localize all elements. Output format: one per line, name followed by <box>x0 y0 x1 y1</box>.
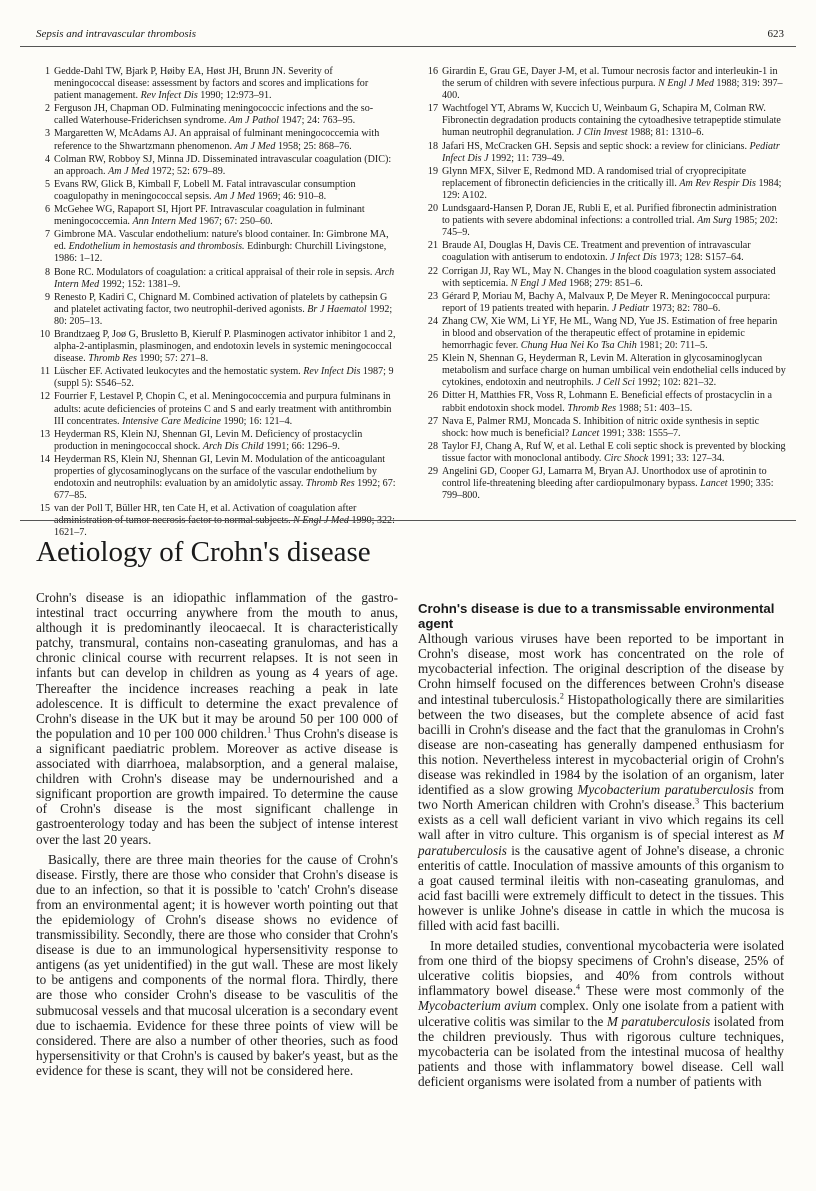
reference-item: 6 McGehee WG, Rapaport SI, Hjort PF. Intravascular coagulation in fulminant meningococcemia. Ann Intern Med 1967; 67: 250–60. <box>44 204 365 228</box>
references-left-column <box>36 66 396 541</box>
reference-item: 24 Zhang CW, Xie WM, Li YF, He ML, Wang ND, Yue JS. Estimation of free heparin in blood and observation of the therapeutic effect of protamine in epidemic hemorrhagic fever. Chung Hua Nei Ko Tsa Chih 1981; 20: 711–5. <box>427 315 778 352</box>
paragraph-theories: Basically, there are three main theories for the cause of Crohn's disease. Firstly, there are those who consider that Crohn's disease is due to an infection, so that it is possible to 'catch' Crohn's disease from an environmental agent; it is however worth pointing out that the epidemiology of Crohn's disease shows no evidence of transmissibility. Secondly, there are those who consider that Crohn's disease is due to an immunological hypersensitivity response to antigens (as yet unidentified) in the gut wall. These are most likely to be antigens and components of the normal flora. Thirdly, there are those who consider Crohn's disease to be vasculitis of the submucosal vessels and that mucosal ulceration is a secondary event due to ischaemia. Evidence for these three points of view will be considered. There are also a number of other theories, such as food hypersensitivity or that Crohn's is caused by baker's yeast, but as the evidence for these is scant, they will not be considered here. <box>36 851 398 1078</box>
reference-item: 15 van der Poll T, Büller HR, ten Cate H, et al. Activation of coagulation after administration of tumor necrosis factor to normal subjects. N Engl J Med 1990; 322: 1621–7. <box>39 503 395 539</box>
paragraph-mycobacteria: Although various viruses have been reported to be important in Crohn's disease, most work has concentrated on the role of mycobacterial infection. The original description of the disease by Crohn himself focused on the differences between Crohn's disease and intestinal tuberculosis.$^2$ Histopathologically there are similarities between the two diseases, but the complete absence of acid fast bacilli in Crohn's disease and the fact that the granulomas in Crohn's disease are non-caseating has generally dampened enthusiasm for this notion. Nevertheless interest in mycobacterial origin of Crohn's disease was rekindled in 1984 by the isolation of an organism, later identified as a slow growing Mycobacterium paratuberculosis from two North American children with Crohn's disease.$^3$ This bacterium exists as a cell wall deficient variant in vivo which regains its cell wall after in vitro culture. This organism is of special interest as M paratuberculosis is the causative agent of Johne's disease, a chronic enteritis of cattle. Inoculation of massive amounts of this organism to a goat caused terminal ileitis with non-caseating granulomas, and acid fast bacilli were extremely difficult to detect in the tissues. This however is unlike Johne's disease in cattle in which the mucosa is filled with acid fast bacilli. <box>418 631 784 933</box>
paragraph-intro: Crohn's disease is an idiopathic inflammation of the gastro-intestinal tract occurring anywhere from the mouth to anus, although it is predominantly ileocaecal. It is characteristically patchy, transmural, contains non-caseating granulomas, and has a chronic clinical course with recurrent relapses. It is not seen in infants but can develop in children as young as 4 years of age. Thereafter the incidence increases reaching a peak in late adolescence. It is difficult to determine the exact prevalence of Crohn's disease in the UK but it may be around 50 per 100 000 of the population and 10 per 100 000 children.$^1$ Thus Crohn's disease is a significant paediatric problem. Moreover as active disease is associated with diarrhoea, malabsorption, and a general malaise, children with Crohn's disease may be undernourished and a significant proportion are growth impaired. To determine the cause of Crohn's disease is the most significant challenge in gastroenterology today and has been the subject of intense interest over the last 20 years. <box>36 590 398 847</box>
reference-item: 19 Glynn MFX, Silver E, Redmond MD. A randomised trial of cryoprecipitate replacement of fibronectin deficiencies in the critically ill. Am Rev Respir Dis 1984; 129: A102. <box>427 165 782 201</box>
running-head <box>36 28 784 44</box>
reference-item: 10 Brandtzaeg P, Joø G, Brusletto B, Kierulf P. Plasminogen activator inhibitor 1 and 2, alpha-2-antiplasmin, plasminogen, and endotoxin levels in systemic meningococcal disease. Thromb Res 1990; 57: 271–8. <box>39 328 396 365</box>
reference-item: 25 Klein N, Shennan G, Heyderman R, Levin M. Alteration in glycosaminoglycan metabolism and surface charge on human umbilical vein endothelial cells induced by cytokines, endotoxin and neutrophils. J Cell Sci 1992; 102: 821–32. <box>427 353 786 389</box>
body-right-column <box>418 601 784 1094</box>
reference-item: 27 Nava E, Palmer RMJ, Moncada S. Inhibition of nitric oxide synthesis in septic shock: how much is beneficial? Lancet 1991; 338: 1555–7. <box>427 415 760 439</box>
page-number: 623 <box>767 28 784 40</box>
reference-item: 8 Bone RC. Modulators of coagulation: a critical appraisal of their role in sepsis. Arch Intern Med 1992; 152: 1381–9. <box>44 266 395 290</box>
reference-item: 21 Braude AI, Douglas H, Davis CE. Treatment and prevention of intravascular coagulation with antiserum to endotoxin. J Infect Dis 1973; 128: S157–64. <box>427 240 751 264</box>
reference-item: 3 Margaretten W, McAdams AJ. An appraisal of fulminant meningococcemia with reference to the Shwartzmann phenomenon. Am J Med 1958; 25: 868–76. <box>44 128 380 152</box>
reference-item: 7 Gimbrone MA. Vascular endothelium: nature's blood container. In: Gimbrone MA, ed. Endothelium in hemostasis and thrombosis. Edinburgh: Churchill Livingstone, 1986: 1–12. <box>44 229 389 265</box>
reference-item: 12 Fourrier F, Lestavel P, Chopin C, et al. Meningococcemia and purpura fulminans in adults: acute deficiencies of proteins C and S and early treatment with antithrombin III concentrates. Intensive Care Medicine 1990; 16: 121–4. <box>39 391 392 427</box>
reference-item: 17 Wachtfogel YT, Abrams W, Kuccich U, Weinbaum G, Schapira M, Colman RW. Fibronectin degradation products containing the cytoadhesive tetrapeptide stimulate human neutrophil degranulation. J Clin Invest 1988; 81: 1310–6. <box>427 103 781 139</box>
section-heading: Crohn's disease is due to a transmissable environmental agent <box>418 601 775 632</box>
body-left-column <box>36 590 398 1083</box>
reference-item: 29 Angelini GD, Cooper GJ, Lamarra M, Bryan AJ. Unorthodox use of aprotinin to control life-threatening bleeding after cardiopulmonary bypass. Lancet 1990; 335: 799–800. <box>427 466 774 502</box>
reference-item: 23 Gérard P, Moriau M, Bachy A, Malvaux P, De Meyer R. Meningococcal purpura: report of 19 patients treated with heparin. J Pediatr 1973; 82: 780–6. <box>427 290 771 314</box>
reference-item: 2 Ferguson JH, Chapman OD. Fulminating meningococcic infections and the so-called Waterhouse-Friderichsen syndrome. Am J Pathol 1947; 24: 763–95. <box>44 103 374 127</box>
reference-item: 5 Evans RW, Glick B, Kimball F, Lobell M. Fatal intravascular consumption coagulopathy in meningococcal sepsis. Am J Med 1969; 46: 910–8. <box>44 178 356 202</box>
paragraph-detailed-studies: In more detailed studies, conventional mycobacteria were isolated from one third of the biopsy specimens of Crohn's disease, 25% of ulcerative colitis biopsies, and 40% from controls without inflammatory bowel disease.$^4$ These were most commonly of the Mycobacterium avium complex. Only one isolate from a patient with ulcerative colitis was similar to the M paratuberculosis isolated from the children previously. Thus with rigorous culture techniques, mycobacteria can be isolated from the intestinal mucosa of healthy patients and those with inflammatory bowel disease. Cell wall deficient organisms were isolated from a number of patients with <box>418 938 784 1089</box>
section-divider <box>20 520 796 521</box>
reference-item: 9 Renesto P, Kadiri C, Chignard M. Combined activation of platelets by cathepsin G and platelet activating factor, two neutrophil-derived agonists. Br J Haematol 1992; 80: 205–13. <box>44 291 393 327</box>
reference-item: 14 Heyderman RS, Klein NJ, Shennan GI, Levin M. Modulation of the anticoagulant properties of glycosaminoglycans on the surface of the vascular endothelium by endotoxin and neutrophils: evaluation by an amidolytic assay. Thromb Res 1992; 67: 677–85. <box>39 453 396 502</box>
reference-item: 26 Ditter H, Matthies FR, Voss R, Lohmann E. Beneficial effects of prostacyclin in a rabbit endotoxin shock model. Thromb Res 1988; 51: 403–15. <box>427 390 772 414</box>
reference-item: 13 Heyderman RS, Klein NJ, Shennan GI, Levin M. Deficiency of prostacyclin production in meningococcal shock. Arch Dis Child 1991; 66: 1296–9. <box>39 428 363 452</box>
running-title: Sepsis and intravascular thrombosis <box>36 28 197 40</box>
header-rule <box>20 46 796 47</box>
reference-item: 4 Colman RW, Robboy SJ, Minna JD. Disseminated intravascular coagulation (DIC): an approach. Am J Med 1972; 52: 679–89. <box>44 153 392 177</box>
article-title: Aetiology of Crohn's disease <box>36 536 371 568</box>
reference-item: 1 Gedde-Dahl TW, Bjark P, Høiby EA, Høst JH, Brunn JN. Severity of meningococcal disease: assessment by factors and scores and implications for patient management. Rev Infect Dis 1990; 12:973–91. <box>44 66 369 102</box>
reference-item: 18 Jafari HS, McCracken GH. Sepsis and septic shock: a review for clinicians. Pediatr Infect Dis J 1992; 11: 739–49. <box>427 140 780 164</box>
reference-item: 16 Girardin E, Grau GE, Dayer J-M, et al. Tumour necrosis factor and interleukin-1 in the serum of children with severe infectious purpura. N Engl J Med 1988; 319: 397–400. <box>427 66 783 102</box>
reference-item: 20 Lundsgaard-Hansen P, Doran JE, Rubli E, et al. Purified fibronectin administration to patients with severe abdominal infections: a controlled trial. Am Surg 1985; 202: 745–9. <box>427 203 778 239</box>
references-right-column <box>424 66 786 503</box>
reference-item: 22 Corrigan JJ, Ray WL, May N. Changes in the blood coagulation system associated with septicemia. N Engl J Med 1968; 279: 851–6. <box>427 265 776 289</box>
reference-item: 28 Taylor FJ, Chang A, Ruf W, et al. Lethal E coli septic shock is prevented by blocking tissue factor with monoclonal antibody. Circ Shock 1991; 33: 127–34. <box>427 440 786 464</box>
reference-item: 11 Lüscher EF. Activated leukocytes and the hemostatic system. Rev Infect Dis 1987; 9 (suppl 5): S546–52. <box>40 366 394 390</box>
